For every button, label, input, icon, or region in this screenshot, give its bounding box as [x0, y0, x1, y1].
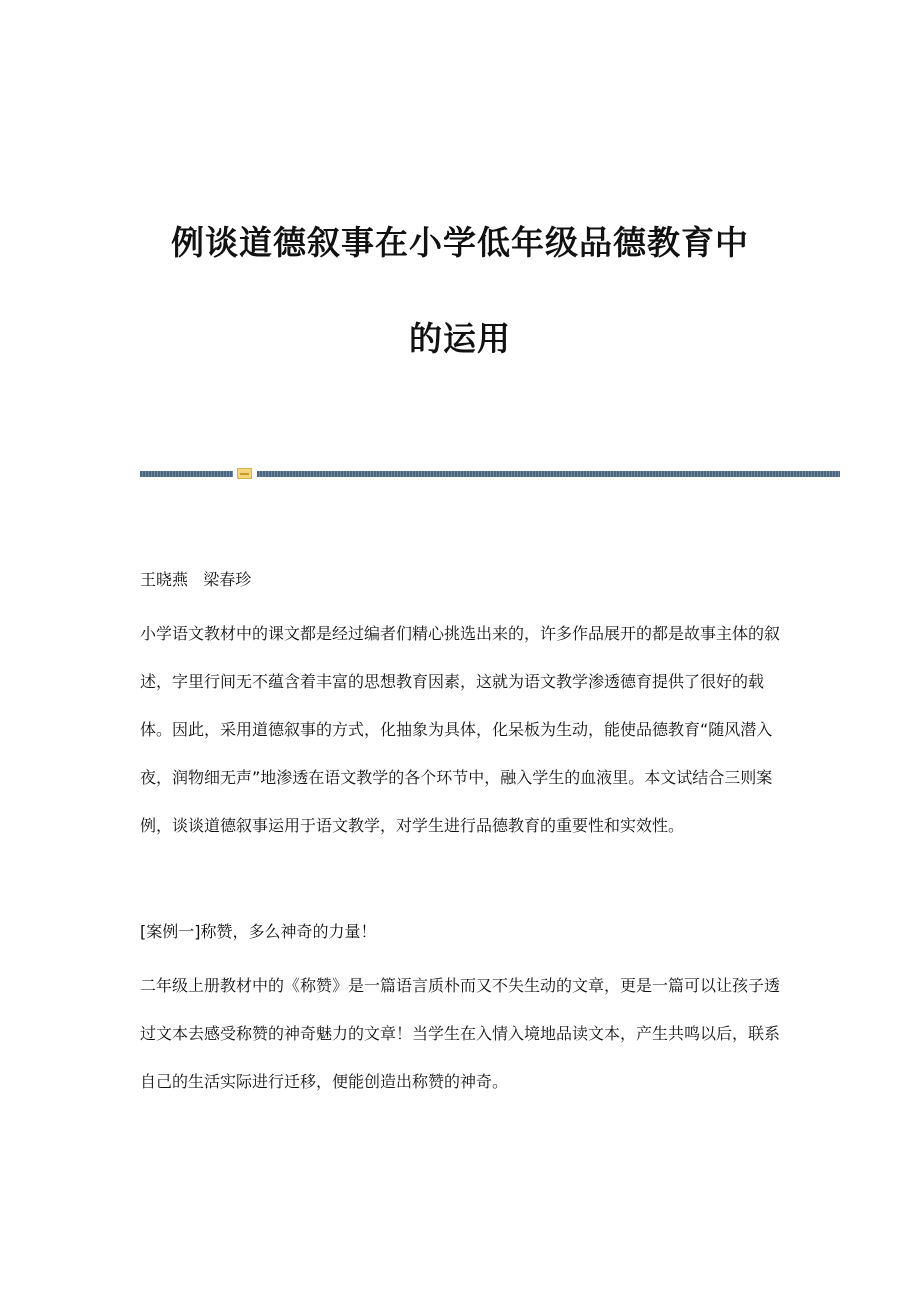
intro-paragraph: 小学语文教材中的课文都是经过编者们精心挑选出来的，许多作品展开的都是故事主体的叙述，字里行间无不蕴含着丰富的思想教育因素，这就为语文教学渗透德育提供了很好的载体。因此，采用道德叙事的方式，化抽象为具体，化呆板为生动，能使品德教育“随风潜入夜，润物细无声”地渗透在语文教学的各个环节中，融入学生的血液里。本文试结合三则案例，谈谈道德叙事运用于语文教学，对学生进行品德教育的重要性和实效性。 [140, 624, 781, 835]
divider-bar-left [140, 471, 233, 477]
title-divider [140, 470, 840, 478]
document-title-line-2: 的运用 [409, 319, 511, 358]
divider-bar-right [257, 471, 840, 477]
case-one-paragraph: 二年级上册教材中的《称赞》是一篇语言质朴而又不失生动的文章，更是一篇可以让孩子透过文本去感受称赞的神奇魅力的文章！当学生在入情入境地品读文本，产生共鸣以后，联系自己的生活实际进行迁移，便能创造出称赞的神奇。 [140, 976, 781, 1091]
document-title-line-1: 例谈道德叙事在小学低年级品德教育中 [171, 223, 749, 262]
case-one-heading: [案例一]称赞，多么神奇的力量！ [140, 922, 377, 941]
divider-ornament-icon [237, 468, 252, 479]
author-line: 王晓燕 梁春珍 [140, 570, 252, 589]
